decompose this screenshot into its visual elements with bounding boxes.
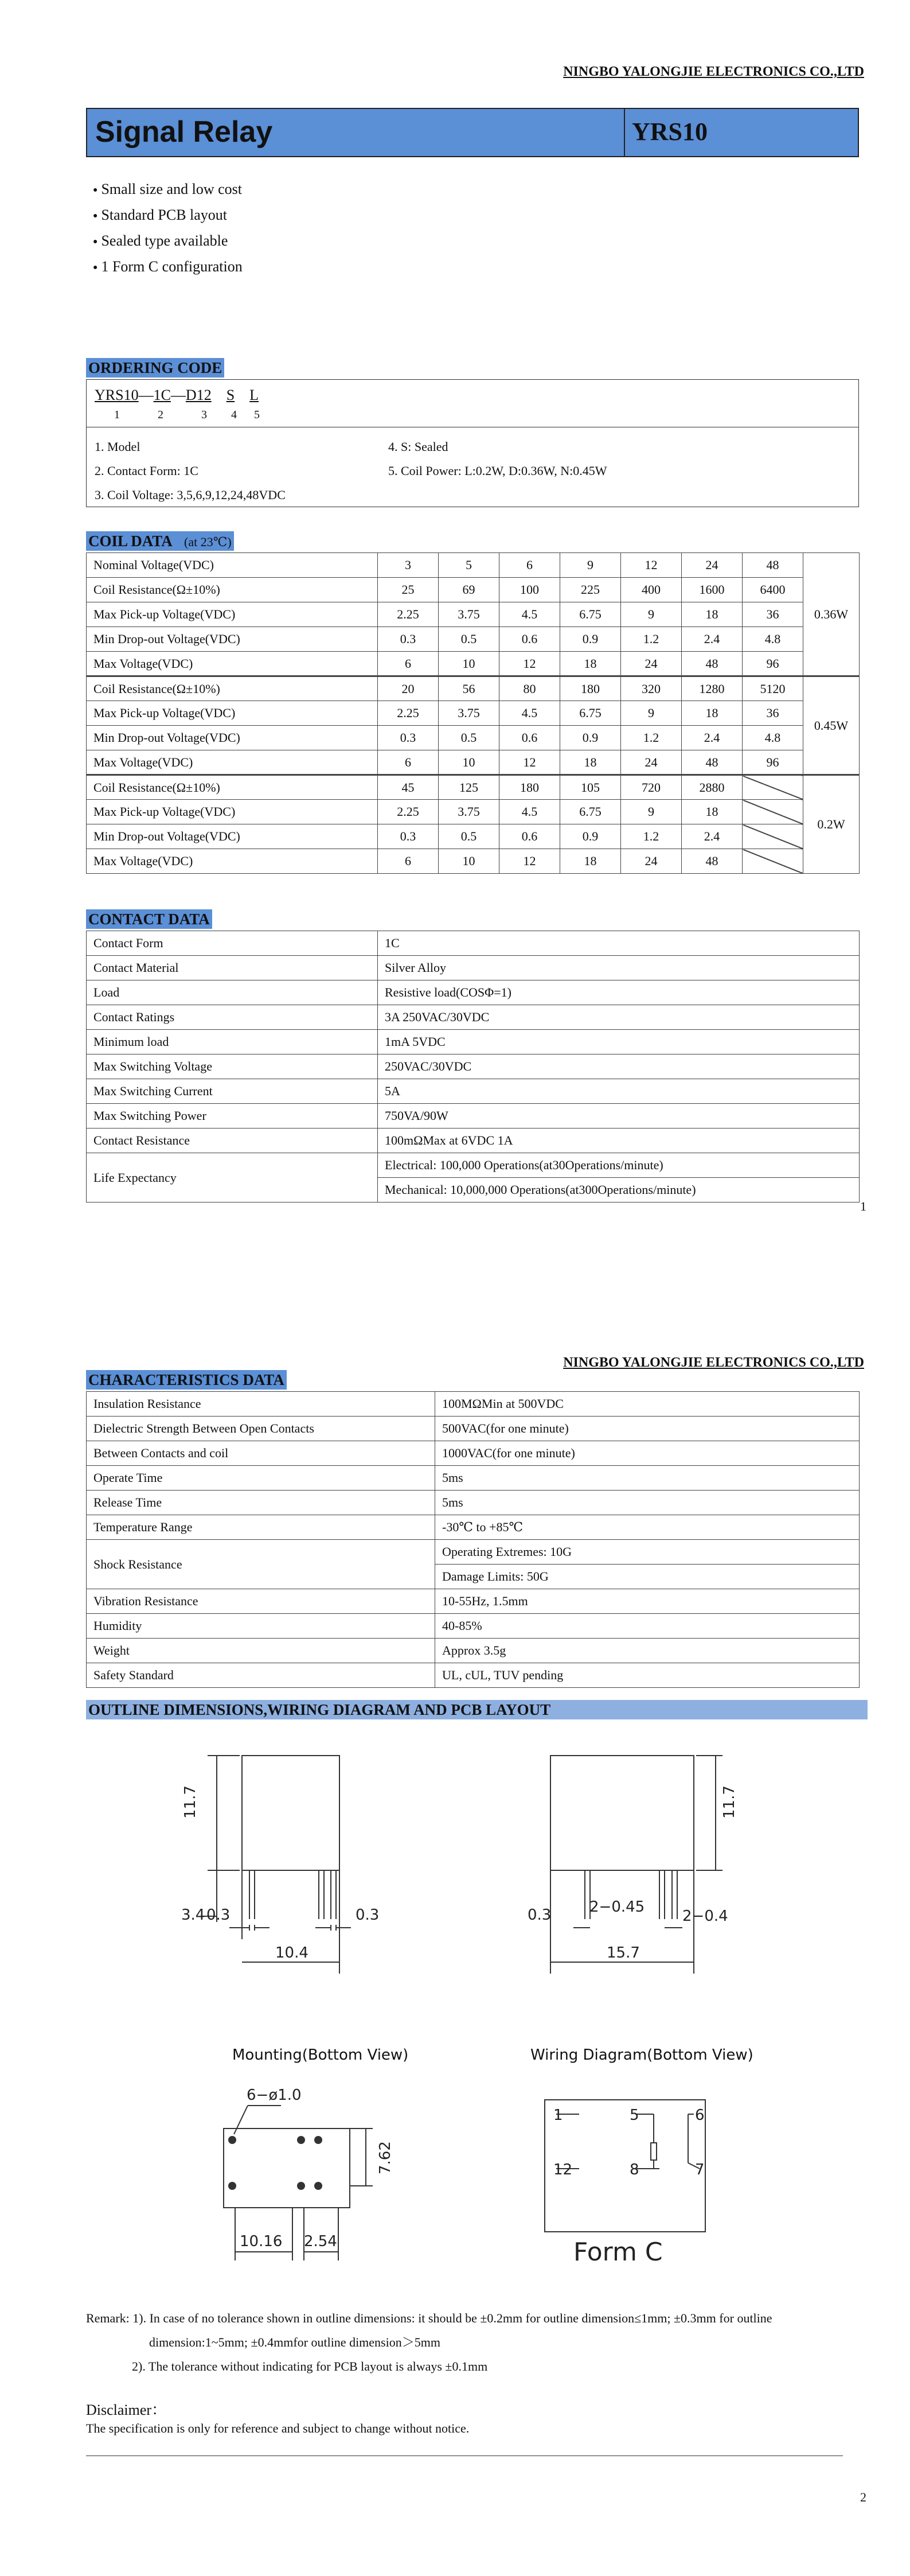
char-row: [87, 1392, 860, 1417]
coil-power: 0.2W: [803, 775, 860, 874]
contact-row: [87, 1079, 860, 1104]
coil-cell: 48: [743, 553, 803, 578]
coil-cell: 0.3: [378, 824, 439, 849]
wiring-caption: Wiring Diagram(Bottom View): [530, 2046, 753, 2064]
coil-row: [87, 800, 860, 824]
dim-10-16: 10.16: [240, 2233, 283, 2250]
contact-row: [87, 1005, 860, 1030]
contact-row: [87, 980, 860, 1005]
company-name-page2: NINGBO YALONGJIE ELECTRONICS CO.,LTD: [563, 1355, 864, 1370]
contact-value: 5A: [378, 1079, 860, 1104]
coil-cell: 180: [499, 775, 560, 800]
coil-cell: 69: [439, 578, 499, 602]
coil-label: Coil Resistance(Ω±10%): [87, 676, 378, 701]
contact-label: Max Switching Current: [87, 1079, 378, 1104]
coil-label: Max Voltage(VDC): [87, 849, 378, 874]
mounting-outline: [224, 2128, 350, 2208]
coil-cell: 3.75: [439, 800, 499, 824]
coil-cell: 5: [439, 553, 499, 578]
char-value: 10-55Hz, 1.5mm: [435, 1589, 860, 1614]
ordering-code-box: [86, 379, 859, 507]
contact-row: [87, 956, 860, 980]
page-number-1: 1: [860, 1199, 866, 1213]
coil-cell: 6.75: [560, 701, 621, 726]
ordering-code-heading: ORDERING CODE: [86, 358, 224, 378]
coil-cell: 96: [743, 750, 803, 775]
contact-value: 750VA/90W: [378, 1104, 860, 1129]
char-label: Shock Resistance: [87, 1540, 435, 1589]
char-label: Humidity: [87, 1614, 435, 1639]
document-title: Signal Relay: [95, 115, 273, 149]
coil-cell: 18: [560, 750, 621, 775]
coil-cell: 400: [621, 578, 682, 602]
contact-value: Resistive load(COSΦ=1): [378, 980, 860, 1005]
char-value: Damage Limits: 50G: [435, 1565, 860, 1589]
coil-row: [87, 676, 860, 701]
char-value: 1000VAC(for one minute): [435, 1441, 860, 1466]
coil-cell: 9: [621, 800, 682, 824]
coil-cell: 720: [621, 775, 682, 800]
ordering-notes-right: 4. S: Sealed 5. Coil Power: L:0.2W, D:0.36W, N:0.45W: [388, 439, 607, 478]
contact-data-table: [86, 931, 860, 1203]
feature-list: [93, 178, 243, 281]
feature-item: ● Sealed type available: [93, 229, 243, 255]
coil-cell: 24: [682, 553, 743, 578]
coil-cell: 1280: [682, 676, 743, 701]
coil-label: Max Voltage(VDC): [87, 652, 378, 676]
dim-15-7: 15.7: [607, 1944, 640, 1962]
pin-5: 5: [630, 2107, 639, 2124]
char-row: [87, 1663, 860, 1688]
contact-label: Max Switching Power: [87, 1104, 378, 1129]
char-label: Safety Standard: [87, 1663, 435, 1688]
remarks: Remark: 1). In case of no tolerance shown in outline dimensions: it should be ±0.2mm for outline dimension≤1mm; ±0.3mm for outline dimension:1~5mm; ±0.4mmfor outline dimension＞5mm 2). The tolerance without indicating for PCB layout is always ±0.1mm: [86, 2311, 772, 2373]
char-label: Vibration Resistance: [87, 1589, 435, 1614]
contact-row: [87, 1054, 860, 1079]
coil-label: Max Pick-up Voltage(VDC): [87, 800, 378, 824]
coil-cell: 1.2: [621, 627, 682, 652]
coil-cell: 24: [621, 849, 682, 874]
contact-value: Electrical: 100,000 Operations(at30Operations/minute): [378, 1153, 860, 1178]
coil-cell: 24: [621, 652, 682, 676]
coil-label: Max Voltage(VDC): [87, 750, 378, 775]
contact-value: 3A 250VAC/30VDC: [378, 1005, 860, 1030]
coil-row: [87, 726, 860, 750]
coil-cell: 6: [499, 553, 560, 578]
contact-value: Mechanical: 10,000,000 Operations(at300Operations/minute): [378, 1178, 860, 1203]
contact-row: [87, 931, 860, 956]
coil-row: [87, 775, 860, 800]
outline-heading: OUTLINE DIMENSIONS,WIRING DIAGRAM AND PCB LAYOUT: [86, 1700, 868, 1719]
mounting-caption: Mounting(Bottom View): [232, 2046, 409, 2064]
coil-cell: 96: [743, 652, 803, 676]
coil-cell: 9: [621, 701, 682, 726]
coil-cell: 9: [621, 602, 682, 627]
coil-label: Coil Resistance(Ω±10%): [87, 578, 378, 602]
contact-label: Contact Resistance: [87, 1129, 378, 1153]
coil-cell: 80: [499, 676, 560, 701]
coil-cell: 320: [621, 676, 682, 701]
coil-row: [87, 701, 860, 726]
coil-cell: 12: [499, 849, 560, 874]
coil-cell: 10: [439, 652, 499, 676]
coil-cell: 225: [560, 578, 621, 602]
char-value: 5ms: [435, 1491, 860, 1515]
coil-cell: 6: [378, 652, 439, 676]
pin-6: 6: [695, 2107, 705, 2124]
char-row: [87, 1639, 860, 1663]
pin-7: 7: [695, 2161, 705, 2178]
char-value: Approx 3.5g: [435, 1639, 860, 1663]
coil-power: 0.36W: [803, 553, 860, 676]
coil-cell: 12: [621, 553, 682, 578]
contact-label: Life Expectancy: [87, 1153, 378, 1203]
coil-label: Min Drop-out Voltage(VDC): [87, 824, 378, 849]
coil-cell: 1600: [682, 578, 743, 602]
char-label: Between Contacts and coil: [87, 1441, 435, 1466]
coil-cell: 48: [682, 652, 743, 676]
char-label: Operate Time: [87, 1466, 435, 1491]
coil-cell: 0.6: [499, 627, 560, 652]
dim-2-54: 2.54: [304, 2233, 337, 2250]
coil-row: [87, 627, 860, 652]
form-c-label: Form C: [573, 2238, 663, 2267]
relay-side-view-body: [242, 1756, 339, 1870]
dim-height-left: 11.7: [182, 1785, 199, 1819]
coil-cell: 2.4: [682, 726, 743, 750]
coil-cell: 4.5: [499, 701, 560, 726]
coil-cell: 20: [378, 676, 439, 701]
coil-data-table: [86, 552, 860, 874]
coil-cell: 4.5: [499, 602, 560, 627]
ordering-index: 1 2 3 4 5: [114, 408, 260, 421]
coil-cell: 2.25: [378, 800, 439, 824]
coil-cell: 4.8: [743, 726, 803, 750]
coil-cell: 6400: [743, 578, 803, 602]
coil-cell: 2.25: [378, 602, 439, 627]
outline-drawings: [86, 1733, 866, 2306]
coil-cell: 36: [743, 701, 803, 726]
coil-label: Max Pick-up Voltage(VDC): [87, 602, 378, 627]
dim-height-right: 11.7: [721, 1785, 738, 1819]
coil-cell: 6: [378, 849, 439, 874]
contact-label: Contact Ratings: [87, 1005, 378, 1030]
dim-2-04: 2−0.4: [682, 1908, 728, 1925]
char-row: [87, 1441, 860, 1466]
contact-row: [87, 1104, 860, 1129]
contact-value: 1mA 5VDC: [378, 1030, 860, 1054]
coil-row: [87, 578, 860, 602]
feature-item: ● 1 Form C configuration: [93, 255, 243, 281]
contact-label: Load: [87, 980, 378, 1005]
coil-cell: 3: [378, 553, 439, 578]
coil-label: Min Drop-out Voltage(VDC): [87, 627, 378, 652]
coil-cell: 105: [560, 775, 621, 800]
char-value: 100MΩMin at 500VDC: [435, 1392, 860, 1417]
contact-label: Contact Form: [87, 931, 378, 956]
contact-data-heading: CONTACT DATA: [86, 909, 212, 929]
coil-cell: 4.8: [743, 627, 803, 652]
dim-holes: 6−ø1.0: [247, 2087, 302, 2104]
dim-7-62: 7.62: [377, 2141, 394, 2174]
contact-row: [87, 1030, 860, 1054]
coil-cell: 0.3: [378, 627, 439, 652]
coil-cell: 18: [682, 800, 743, 824]
title-bar: [86, 108, 859, 157]
coil-label: Coil Resistance(Ω±10%): [87, 775, 378, 800]
coil-cell: 0.9: [560, 627, 621, 652]
coil-cell: 0.9: [560, 824, 621, 849]
characteristics-heading: CHARACTERISTICS DATA: [86, 1370, 287, 1390]
coil-row: [87, 824, 860, 849]
coil-data-heading: COIL DATA (at 23℃): [86, 531, 234, 551]
coil-cell: 4.5: [499, 800, 560, 824]
coil-cell: 18: [560, 652, 621, 676]
coil-cell: 6.75: [560, 800, 621, 824]
char-label: Temperature Range: [87, 1515, 435, 1540]
coil-cell: 125: [439, 775, 499, 800]
contact-label: Minimum load: [87, 1030, 378, 1054]
ordering-code-string: YRS10—1C—D12 S L: [95, 387, 259, 403]
char-value: 500VAC(for one minute): [435, 1417, 860, 1441]
coil-cell: 18: [560, 849, 621, 874]
dim-0-3-front: 0.3: [528, 1906, 552, 1924]
coil-cell: 1.2: [621, 726, 682, 750]
disclaimer-text: The specification is only for reference and subject to change without notice.: [86, 2421, 470, 2435]
char-label: Dielectric Strength Between Open Contacts: [87, 1417, 435, 1441]
coil-cell: 0.5: [439, 627, 499, 652]
coil-power: 0.45W: [803, 676, 860, 775]
char-value: UL, cUL, TUV pending: [435, 1663, 860, 1688]
dim-3-4: 3.4: [181, 1906, 205, 1924]
coil-row: [87, 652, 860, 676]
coil-cell: 2.25: [378, 701, 439, 726]
char-value: 40-85%: [435, 1614, 860, 1639]
pin-1: 1: [553, 2107, 563, 2124]
dim-10-4: 10.4: [275, 1944, 308, 1962]
coil-cell: 2.4: [682, 824, 743, 849]
coil-cell: 0.3: [378, 726, 439, 750]
coil-cell: [743, 775, 803, 800]
coil-cell: 48: [682, 849, 743, 874]
coil-cell: 0.6: [499, 726, 560, 750]
coil-row: [87, 849, 860, 874]
coil-cell: [743, 800, 803, 824]
coil-cell: 6.75: [560, 602, 621, 627]
company-name-page1: NINGBO YALONGJIE ELECTRONICS CO.,LTD: [563, 64, 864, 79]
contact-label: Contact Material: [87, 956, 378, 980]
dim-0-3-left: 0.3: [206, 1906, 231, 1924]
ordering-notes-left: 1. Model 2. Contact Form: 1C 3. Coil Voltage: 3,5,6,9,12,24,48VDC: [95, 439, 286, 502]
contact-value: 1C: [378, 931, 860, 956]
coil-row: [87, 750, 860, 775]
coil-cell: [743, 824, 803, 849]
coil-cell: 36: [743, 602, 803, 627]
coil-cell: 45: [378, 775, 439, 800]
feature-item: ● Small size and low cost: [93, 178, 243, 204]
coil-cell: 12: [499, 652, 560, 676]
coil-cell: 10: [439, 849, 499, 874]
coil-cell: 0.6: [499, 824, 560, 849]
coil-cell: 24: [621, 750, 682, 775]
char-row: [87, 1515, 860, 1540]
dim-2-045: 2−0.45: [589, 1898, 645, 1916]
coil-cell: 25: [378, 578, 439, 602]
model-number: YRS10: [632, 118, 708, 146]
coil-label: Nominal Voltage(VDC): [87, 553, 378, 578]
coil-cell: 48: [682, 750, 743, 775]
pin-8: 8: [630, 2161, 639, 2178]
page-number-2: 2: [860, 2490, 866, 2504]
coil-cell: 3.75: [439, 701, 499, 726]
contact-value: Silver Alloy: [378, 956, 860, 980]
disclaimer-heading: Disclaimer：: [86, 2402, 167, 2418]
char-value: Operating Extremes: 10G: [435, 1540, 860, 1565]
coil-cell: 12: [499, 750, 560, 775]
coil-label: Max Pick-up Voltage(VDC): [87, 701, 378, 726]
relay-front-view-body: [550, 1756, 694, 1870]
coil-cell: 18: [682, 602, 743, 627]
char-row: [87, 1417, 860, 1441]
contact-label: Max Switching Voltage: [87, 1054, 378, 1079]
coil-cell: 6: [378, 750, 439, 775]
coil-cell: 5120: [743, 676, 803, 701]
contact-value: 250VAC/30VDC: [378, 1054, 860, 1079]
dim-0-3-right: 0.3: [356, 1906, 380, 1924]
char-label: Insulation Resistance: [87, 1392, 435, 1417]
coil-cell: 10: [439, 750, 499, 775]
char-value: -30℃ to +85℃: [435, 1515, 860, 1540]
coil-cell: 3.75: [439, 602, 499, 627]
coil-cell: 0.9: [560, 726, 621, 750]
coil-cell: 2880: [682, 775, 743, 800]
char-row: [87, 1491, 860, 1515]
char-row: [87, 1589, 860, 1614]
contact-value: 100mΩMax at 6VDC 1A: [378, 1129, 860, 1153]
coil-cell: 100: [499, 578, 560, 602]
coil-row-nominal: [87, 553, 860, 578]
coil-label: Min Drop-out Voltage(VDC): [87, 726, 378, 750]
coil-cell: 2.4: [682, 627, 743, 652]
coil-cell: 1.2: [621, 824, 682, 849]
feature-item: ● Standard PCB layout: [93, 204, 243, 229]
contact-row: [87, 1129, 860, 1153]
pin-12: 12: [553, 2161, 573, 2178]
coil-cell: 0.5: [439, 726, 499, 750]
coil-cell: 56: [439, 676, 499, 701]
coil-cell: [743, 849, 803, 874]
characteristics-table: [86, 1391, 860, 1688]
coil-cell: 0.5: [439, 824, 499, 849]
char-value: 5ms: [435, 1466, 860, 1491]
coil-cell: 9: [560, 553, 621, 578]
coil-cell: 18: [682, 701, 743, 726]
coil-row: [87, 602, 860, 627]
char-label: Release Time: [87, 1491, 435, 1515]
char-row: [87, 1466, 860, 1491]
char-row: [87, 1614, 860, 1639]
char-label: Weight: [87, 1639, 435, 1663]
coil-cell: 180: [560, 676, 621, 701]
